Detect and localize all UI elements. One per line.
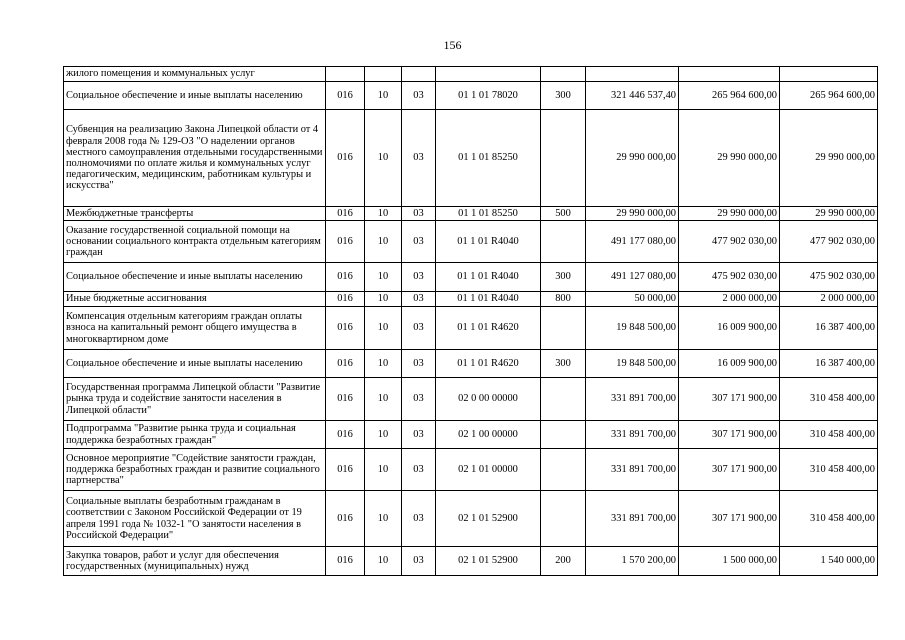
- row-description: Компенсация отдельным категориям граждан оплаты взноса на капитальный ремонт общего имущества в многоквартирном доме: [64, 307, 326, 350]
- subsection-code: 03: [402, 307, 436, 350]
- subsection-code: 03: [402, 449, 436, 491]
- expense-type-code: 300: [541, 263, 586, 292]
- section-code: 10: [365, 221, 402, 263]
- table-row: [64, 207, 878, 221]
- amount-year-1: 491 127 080,00: [586, 263, 679, 292]
- amount-year-2: 307 171 900,00: [679, 378, 780, 421]
- subsection-code: 03: [402, 491, 436, 547]
- ministry-code: 016: [326, 449, 365, 491]
- row-description: Субвенция на реализацию Закона Липецкой области от 4 февраля 2008 года № 129-ОЗ "О наделении органов местного самоуправления отдельными государственными полномочиями по оплате жилья и коммунальных услуг педагогическим, медицинским, работникам культуры и искусства": [64, 110, 326, 207]
- row-description: Государственная программа Липецкой области "Развитие рынка труда и содействие занятости населения в Липецкой области": [64, 378, 326, 421]
- amount-year-1: 19 848 500,00: [586, 350, 679, 378]
- amount-year-3: 477 902 030,00: [780, 221, 878, 263]
- subsection-code: 03: [402, 221, 436, 263]
- amount-year-1: 331 891 700,00: [586, 449, 679, 491]
- ministry-code: 016: [326, 292, 365, 307]
- budget-table: [63, 66, 878, 576]
- amount-year-2: 307 171 900,00: [679, 421, 780, 449]
- table-row: [64, 221, 878, 263]
- amount-year-3: 16 387 400,00: [780, 350, 878, 378]
- amount-year-3: 29 990 000,00: [780, 207, 878, 221]
- target-article-code: 01 1 01 85250: [436, 110, 541, 207]
- table-row: [64, 292, 878, 307]
- row-description: Основное мероприятие "Содействие занятости граждан, поддержка безработных граждан и развитие социального партнерства": [64, 449, 326, 491]
- section-code: 10: [365, 350, 402, 378]
- amount-year-2: 477 902 030,00: [679, 221, 780, 263]
- target-article-code: 01 1 01 R4620: [436, 307, 541, 350]
- amount-year-1: 491 177 080,00: [586, 221, 679, 263]
- amount-year-1: 331 891 700,00: [586, 491, 679, 547]
- amount-year-2: 265 964 600,00: [679, 82, 780, 110]
- amount-year-1: 19 848 500,00: [586, 307, 679, 350]
- amount-year-3: 310 458 400,00: [780, 378, 878, 421]
- amount-year-3: 310 458 400,00: [780, 449, 878, 491]
- subsection-code: 03: [402, 207, 436, 221]
- expense-type-code: [541, 378, 586, 421]
- subsection-code: 03: [402, 547, 436, 576]
- section-code: 10: [365, 421, 402, 449]
- amount-year-1: 331 891 700,00: [586, 378, 679, 421]
- expense-type-code: 200: [541, 547, 586, 576]
- amount-year-3: 29 990 000,00: [780, 110, 878, 207]
- section-code: 10: [365, 449, 402, 491]
- table-row: [64, 449, 878, 491]
- target-article-code: [436, 67, 541, 82]
- ministry-code: 016: [326, 378, 365, 421]
- amount-year-2: 29 990 000,00: [679, 110, 780, 207]
- subsection-code: 03: [402, 350, 436, 378]
- table-row: [64, 307, 878, 350]
- amount-year-1: 50 000,00: [586, 292, 679, 307]
- target-article-code: 01 1 01 85250: [436, 207, 541, 221]
- row-description: Подпрограмма "Развитие рынка труда и социальная поддержка безработных граждан": [64, 421, 326, 449]
- expense-type-code: 500: [541, 207, 586, 221]
- target-article-code: 02 1 01 00000: [436, 449, 541, 491]
- expense-type-code: [541, 307, 586, 350]
- amount-year-2: [679, 67, 780, 82]
- subsection-code: 03: [402, 263, 436, 292]
- amount-year-2: 307 171 900,00: [679, 491, 780, 547]
- page-number: 156: [443, 38, 462, 52]
- target-article-code: 01 1 01 R4040: [436, 263, 541, 292]
- row-description: Межбюджетные трансферты: [64, 207, 326, 221]
- expense-type-code: 300: [541, 350, 586, 378]
- target-article-code: 02 0 00 00000: [436, 378, 541, 421]
- target-article-code: 01 1 01 78020: [436, 82, 541, 110]
- subsection-code: [402, 67, 436, 82]
- amount-year-3: [780, 67, 878, 82]
- amount-year-1: 331 891 700,00: [586, 421, 679, 449]
- expense-type-code: [541, 67, 586, 82]
- target-article-code: 01 1 01 R4040: [436, 292, 541, 307]
- expense-type-code: [541, 491, 586, 547]
- expense-type-code: [541, 449, 586, 491]
- row-description: Оказание государственной социальной помощи на основании социального контракта отдельным категориям граждан: [64, 221, 326, 263]
- section-code: 10: [365, 263, 402, 292]
- row-description: Социальное обеспечение и иные выплаты населению: [64, 263, 326, 292]
- table-row: [64, 491, 878, 547]
- section-code: 10: [365, 547, 402, 576]
- ministry-code: [326, 67, 365, 82]
- expense-type-code: [541, 110, 586, 207]
- section-code: 10: [365, 110, 402, 207]
- expense-type-code: 300: [541, 82, 586, 110]
- ministry-code: 016: [326, 207, 365, 221]
- section-code: 10: [365, 307, 402, 350]
- amount-year-3: 265 964 600,00: [780, 82, 878, 110]
- row-description: Закупка товаров, работ и услуг для обеспечения государственных (муниципальных) нужд: [64, 547, 326, 576]
- subsection-code: 03: [402, 421, 436, 449]
- ministry-code: 016: [326, 350, 365, 378]
- ministry-code: 016: [326, 263, 365, 292]
- amount-year-3: 16 387 400,00: [780, 307, 878, 350]
- target-article-code: 01 1 01 R4040: [436, 221, 541, 263]
- expense-type-code: 800: [541, 292, 586, 307]
- amount-year-1: 1 570 200,00: [586, 547, 679, 576]
- amount-year-2: 16 009 900,00: [679, 307, 780, 350]
- table-row: [64, 378, 878, 421]
- table-row: [64, 421, 878, 449]
- section-code: 10: [365, 207, 402, 221]
- subsection-code: 03: [402, 292, 436, 307]
- amount-year-1: 29 990 000,00: [586, 110, 679, 207]
- amount-year-2: 16 009 900,00: [679, 350, 780, 378]
- target-article-code: 02 1 00 00000: [436, 421, 541, 449]
- ministry-code: 016: [326, 307, 365, 350]
- amount-year-2: 29 990 000,00: [679, 207, 780, 221]
- amount-year-3: 1 540 000,00: [780, 547, 878, 576]
- subsection-code: 03: [402, 110, 436, 207]
- section-code: 10: [365, 378, 402, 421]
- subsection-code: 03: [402, 82, 436, 110]
- ministry-code: 016: [326, 221, 365, 263]
- row-description: Социальное обеспечение и иные выплаты населению: [64, 82, 326, 110]
- ministry-code: 016: [326, 421, 365, 449]
- amount-year-3: 475 902 030,00: [780, 263, 878, 292]
- amount-year-2: 2 000 000,00: [679, 292, 780, 307]
- table-row: [64, 82, 878, 110]
- section-code: 10: [365, 82, 402, 110]
- amount-year-3: 310 458 400,00: [780, 491, 878, 547]
- amount-year-1: 29 990 000,00: [586, 207, 679, 221]
- row-description: Иные бюджетные ассигнования: [64, 292, 326, 307]
- expense-type-code: [541, 421, 586, 449]
- ministry-code: 016: [326, 110, 365, 207]
- amount-year-1: [586, 67, 679, 82]
- target-article-code: 02 1 01 52900: [436, 491, 541, 547]
- table-row: [64, 67, 878, 82]
- amount-year-3: 310 458 400,00: [780, 421, 878, 449]
- amount-year-2: 475 902 030,00: [679, 263, 780, 292]
- target-article-code: 01 1 01 R4620: [436, 350, 541, 378]
- section-code: 10: [365, 292, 402, 307]
- amount-year-3: 2 000 000,00: [780, 292, 878, 307]
- subsection-code: 03: [402, 378, 436, 421]
- table-row: [64, 110, 878, 207]
- expense-type-code: [541, 221, 586, 263]
- ministry-code: 016: [326, 547, 365, 576]
- section-code: [365, 67, 402, 82]
- target-article-code: 02 1 01 52900: [436, 547, 541, 576]
- ministry-code: 016: [326, 82, 365, 110]
- row-description: Социальное обеспечение и иные выплаты населению: [64, 350, 326, 378]
- amount-year-1: 321 446 537,40: [586, 82, 679, 110]
- ministry-code: 016: [326, 491, 365, 547]
- table-row: [64, 547, 878, 576]
- amount-year-2: 1 500 000,00: [679, 547, 780, 576]
- row-description: жилого помещения и коммунальных услуг: [64, 67, 326, 82]
- amount-year-2: 307 171 900,00: [679, 449, 780, 491]
- table-row: [64, 263, 878, 292]
- table-row: [64, 350, 878, 378]
- section-code: 10: [365, 491, 402, 547]
- row-description: Социальные выплаты безработным гражданам в соответствии с Законом Российской Федерации от 19 апреля 1991 года № 1032-1 "О занятости населения в Российской Федерации": [64, 491, 326, 547]
